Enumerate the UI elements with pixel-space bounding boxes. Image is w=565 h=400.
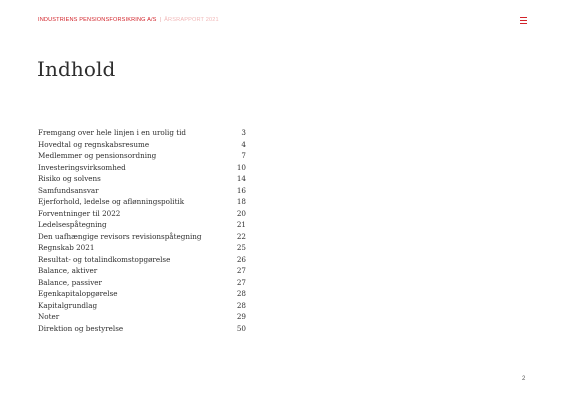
menu-icon-bar — [520, 17, 527, 18]
toc-item[interactable] — [38, 127, 246, 139]
toc-item-page: 7 — [241, 151, 246, 160]
menu-icon-bar — [520, 23, 527, 24]
page-title: Indhold — [37, 57, 116, 81]
toc-item[interactable] — [38, 162, 246, 174]
page-number: 2 — [522, 376, 526, 382]
toc-item-page: 25 — [236, 243, 246, 252]
toc-item-label: Kapitalgrundlag — [38, 300, 98, 310]
toc-item-label: Investeringsvirksomhed — [38, 162, 126, 172]
hamburger-menu-icon[interactable] — [520, 17, 527, 24]
toc-item[interactable] — [38, 196, 246, 208]
toc-item[interactable] — [38, 219, 246, 231]
toc-item-page: 22 — [236, 231, 246, 241]
toc-item-label: Regnskab 2021 — [38, 243, 95, 252]
toc-item-label: Fremgang over hele linjen i en urolig tid — [38, 128, 187, 137]
toc-item-label: Ejerforhold, ledelse og aflønningspolitik — [38, 197, 185, 206]
toc-item[interactable] — [38, 242, 246, 254]
toc-item[interactable] — [38, 277, 246, 289]
toc-item-page: 10 — [236, 162, 246, 172]
menu-icon-bar — [520, 20, 527, 21]
toc-item-label: Resultat- og totalindkomstopgørelse — [38, 254, 171, 264]
toc-item-page: 14 — [236, 174, 246, 183]
toc-item-label: Ledelsespåtegning — [38, 220, 107, 229]
toc-item[interactable] — [38, 311, 246, 323]
toc-item-page: 27 — [236, 277, 246, 287]
toc-item-page: 16 — [236, 185, 246, 195]
toc-item-label: Forventninger til 2022 — [38, 208, 121, 218]
toc-item-page: 3 — [241, 128, 246, 137]
toc-item[interactable] — [38, 173, 246, 185]
report-header — [38, 17, 219, 23]
toc-item-label: Risiko og solvens — [38, 174, 101, 183]
toc-item[interactable] — [38, 139, 246, 151]
toc-item-page: 21 — [236, 220, 246, 229]
toc-item-label: Den uafhængige revisors revisionspåtegning — [38, 231, 202, 241]
toc-item-page: 50 — [236, 323, 246, 333]
toc-item-page: 28 — [236, 289, 246, 298]
toc-item-page: 26 — [236, 254, 246, 264]
toc-item-label: Medlemmer og pensionsordning — [38, 151, 157, 160]
toc-item-page: 4 — [241, 139, 246, 149]
toc-item[interactable] — [38, 254, 246, 266]
toc-item-label: Balance, aktiver — [38, 266, 98, 275]
toc-item-page: 18 — [236, 197, 246, 206]
report-name: ÅRSRAPPORT 2021 — [164, 17, 219, 23]
toc-item[interactable] — [38, 265, 246, 277]
toc-item[interactable] — [38, 300, 246, 312]
toc-item[interactable] — [38, 288, 246, 300]
toc-item-label: Noter — [38, 312, 60, 321]
company-name[interactable]: INDUSTRIENS PENSIONSFORSIKRING A/S — [38, 17, 157, 23]
toc-item-label: Direktion og bestyrelse — [38, 323, 124, 333]
toc-item-page: 27 — [236, 266, 246, 275]
toc-item[interactable] — [38, 150, 246, 162]
toc-item-label: Samfundsansvar — [38, 185, 99, 195]
toc-item-page: 20 — [236, 208, 246, 218]
toc-item-label: Egenkapitalopgørelse — [38, 289, 118, 298]
toc-item[interactable] — [38, 231, 246, 243]
table-of-contents — [38, 127, 246, 334]
toc-item-label: Hovedtal og regnskabsresume — [38, 139, 150, 149]
toc-item[interactable] — [38, 208, 246, 220]
toc-item-page: 29 — [236, 312, 246, 321]
toc-item-page: 28 — [236, 300, 246, 310]
toc-item[interactable] — [38, 185, 246, 197]
toc-item-label: Balance, passiver — [38, 277, 102, 287]
toc-item[interactable] — [38, 323, 246, 335]
header-separator: | — [159, 17, 162, 23]
